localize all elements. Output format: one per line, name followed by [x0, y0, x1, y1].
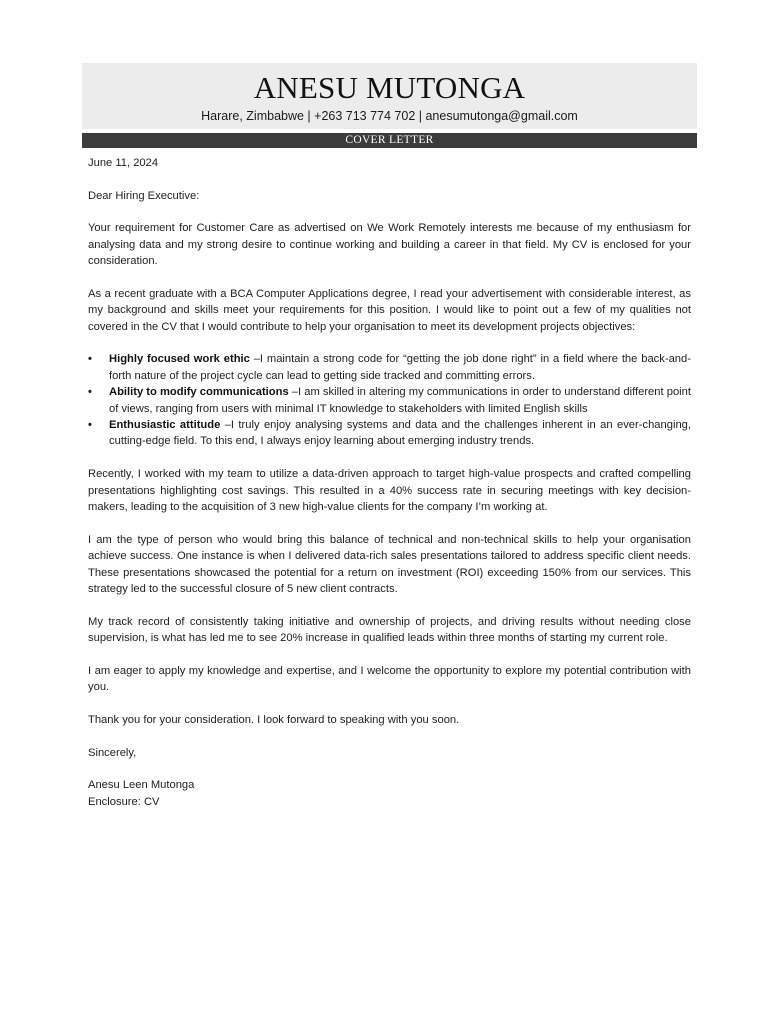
closing: Sincerely,	[88, 746, 137, 759]
bullet-icon: •	[88, 386, 92, 399]
bullet-icon: •	[88, 419, 92, 432]
signature-block	[88, 777, 691, 810]
list-item	[88, 417, 691, 450]
paragraph-3: Recently, I worked with my team to utilize a data-driven approach to target high-value prospects and crafted compelling presentations highlighting cost savings. This resulted in a 40% success rate in securing meetings with key decision-makers, leading to the acquisition of 3 new high-value clients for the company I’m working at.	[88, 468, 691, 513]
paragraph-1: Your requirement for Customer Care as advertised on We Work Remotely interests me because of my enthusiasm for analysing data and my strong desire to continue working and building a career in that field. My CV is enclosed for your consideration.	[88, 222, 691, 268]
paragraph-6: I am eager to apply my knowledge and expertise, and I welcome the opportunity to explore my potential contribution with you.	[88, 664, 691, 694]
quality-title: Ability to modify communications	[109, 386, 289, 399]
signature-name: Anesu Leen Mutonga	[88, 779, 195, 792]
quality-title: Highly focused work ethic	[109, 353, 250, 366]
applicant-name: ANESU MUTONGA	[253, 70, 526, 105]
quality-text: –I am skilled in altering my communications in order to understand different point of views, ranging from users with minimal IT knowledge to stakeholders with limited English skills	[109, 386, 691, 415]
quality-text: –I maintain a strong code for “getting the job done right” in a field where the back-and-forth nature of the project cycle can lead to getting side tracked and committing errors.	[109, 353, 691, 382]
salutation: Dear Hiring Executive:	[88, 189, 200, 202]
paragraph-5: My track record of consistently taking initiative and ownership of projects, and driving results without needing close supervision, is what has led me to see 20% increase in qualified leads within three months of starting my current role.	[88, 615, 691, 645]
paragraph-2: As a recent graduate with a BCA Computer Applications degree, I read your advertisement with considerable interest, as my background and skills meet your requirements for this position. I would like to point out a few of my qualities not covered in the CV that I would contribute to help your organisation to meet its development projects objectives:	[88, 287, 691, 333]
paragraph-7: Thank you for your consideration. I look forward to speaking with you soon.	[88, 713, 460, 726]
section-banner: COVER LETTER	[82, 133, 697, 148]
bullet-icon: •	[88, 353, 92, 366]
quality-title: Enthusiastic attitude	[109, 419, 221, 432]
contact-line: Harare, Zimbabwe | +263 713 774 702 | anesumutonga@gmail.com	[201, 109, 578, 123]
letter-body	[88, 155, 691, 810]
paragraph-4: I am the type of person who would bring this balance of technical and non-technical skills to help your organisation achieve success. One instance is when I delivered data-rich sales presentations tailored to address specific client needs. These presentations showcased the potential for a return on investment (ROI) exceeding 150% from our services. This strategy led to the successful closure of 5 new client contracts.	[88, 533, 691, 595]
enclosure-note: Enclosure: CV	[88, 795, 160, 808]
quality-text: –I truly enjoy analysing systems and data and the challenges inherent in an ever-changing, cutting-edge field. To this end, I always enjoy learning about emerging industry trends.	[109, 419, 691, 448]
list-item	[88, 384, 691, 417]
list-item	[88, 351, 691, 384]
header-block	[82, 63, 697, 129]
qualities-list	[88, 351, 691, 449]
letter-date: June 11, 2024	[88, 157, 159, 169]
